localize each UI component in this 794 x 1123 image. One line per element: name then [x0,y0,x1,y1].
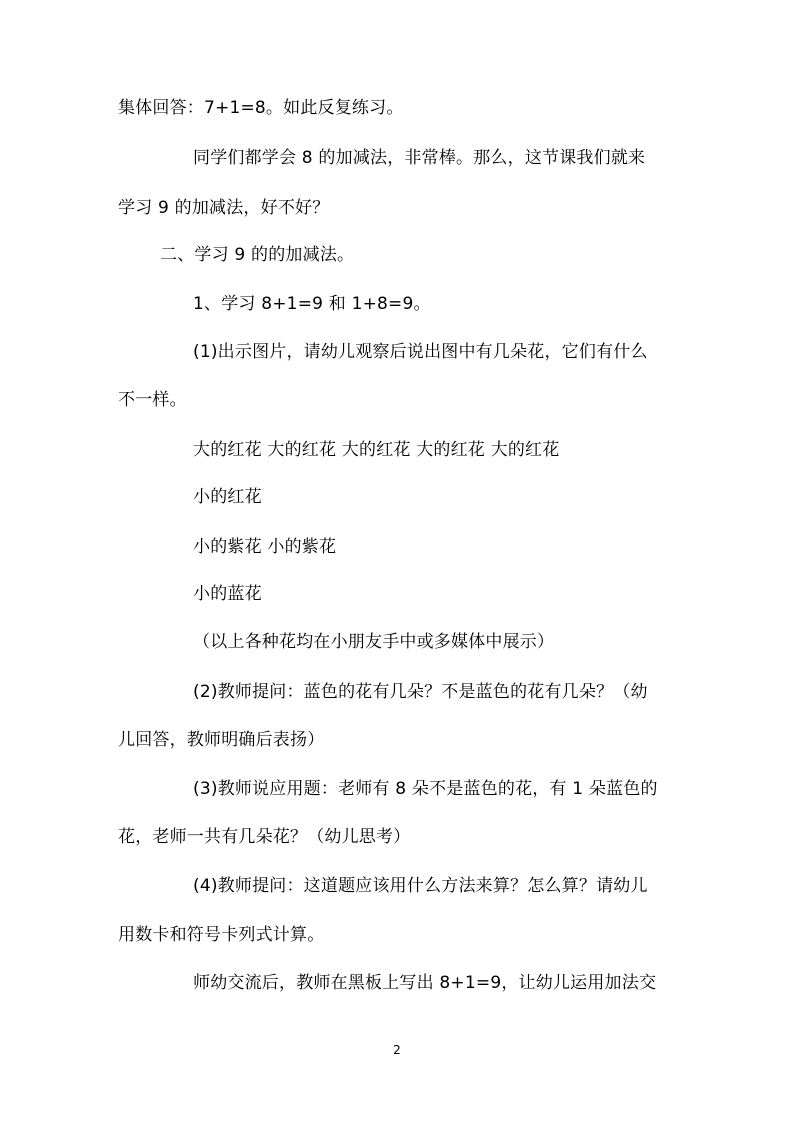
flower-list-line: 小的紫花 小的紫花 [193,537,337,557]
text-line: (4)教师提问：这道题应该用什么方法来算？怎么算？请幼儿 [193,876,648,896]
page-number: 2 [393,1043,401,1057]
text-line: 不一样。 [118,390,187,410]
subsection-heading: 1、学习 8+1=9 和 1+8=9。 [193,294,431,314]
text-line: 儿回答，教师明确后表扬） [118,730,325,750]
flower-list-line: 大的红花 大的红花 大的红花 大的红花 大的红花 [193,440,560,460]
text-line: 花，老师一共有几朵花？（幼儿思考） [118,827,411,847]
text-line: 学习 9 的加减法，好不好？ [118,198,330,218]
text-line: 用数卡和符号卡列式计算。 [118,925,325,945]
text-line: (3)教师说应用题：老师有 8 朵不是蓝色的花，有 1 朵蓝色的 [193,779,658,799]
text-line: 同学们都学会 8 的加减法，非常棒。那么，这节课我们就来 [193,148,646,168]
flower-list-line: 小的蓝花 [193,584,262,604]
note-line: （以上各种花均在小朋友手中或多媒体中展示） [193,632,555,652]
text-line: 集体回答：7+1=8。如此反复练习。 [118,98,404,118]
flower-list-line: 小的红花 [193,487,262,507]
section-heading: 二、学习 9 的的加减法。 [160,245,355,265]
text-line: (1)出示图片，请幼儿观察后说出图中有几朵花，它们有什么 [193,342,648,362]
text-line: (2)教师提问：蓝色的花有几朵？不是蓝色的花有几朵？（幼 [193,682,648,702]
text-line: 师幼交流后，教师在黑板上写出 8+1=9，让幼儿运用加法交 [193,973,657,993]
